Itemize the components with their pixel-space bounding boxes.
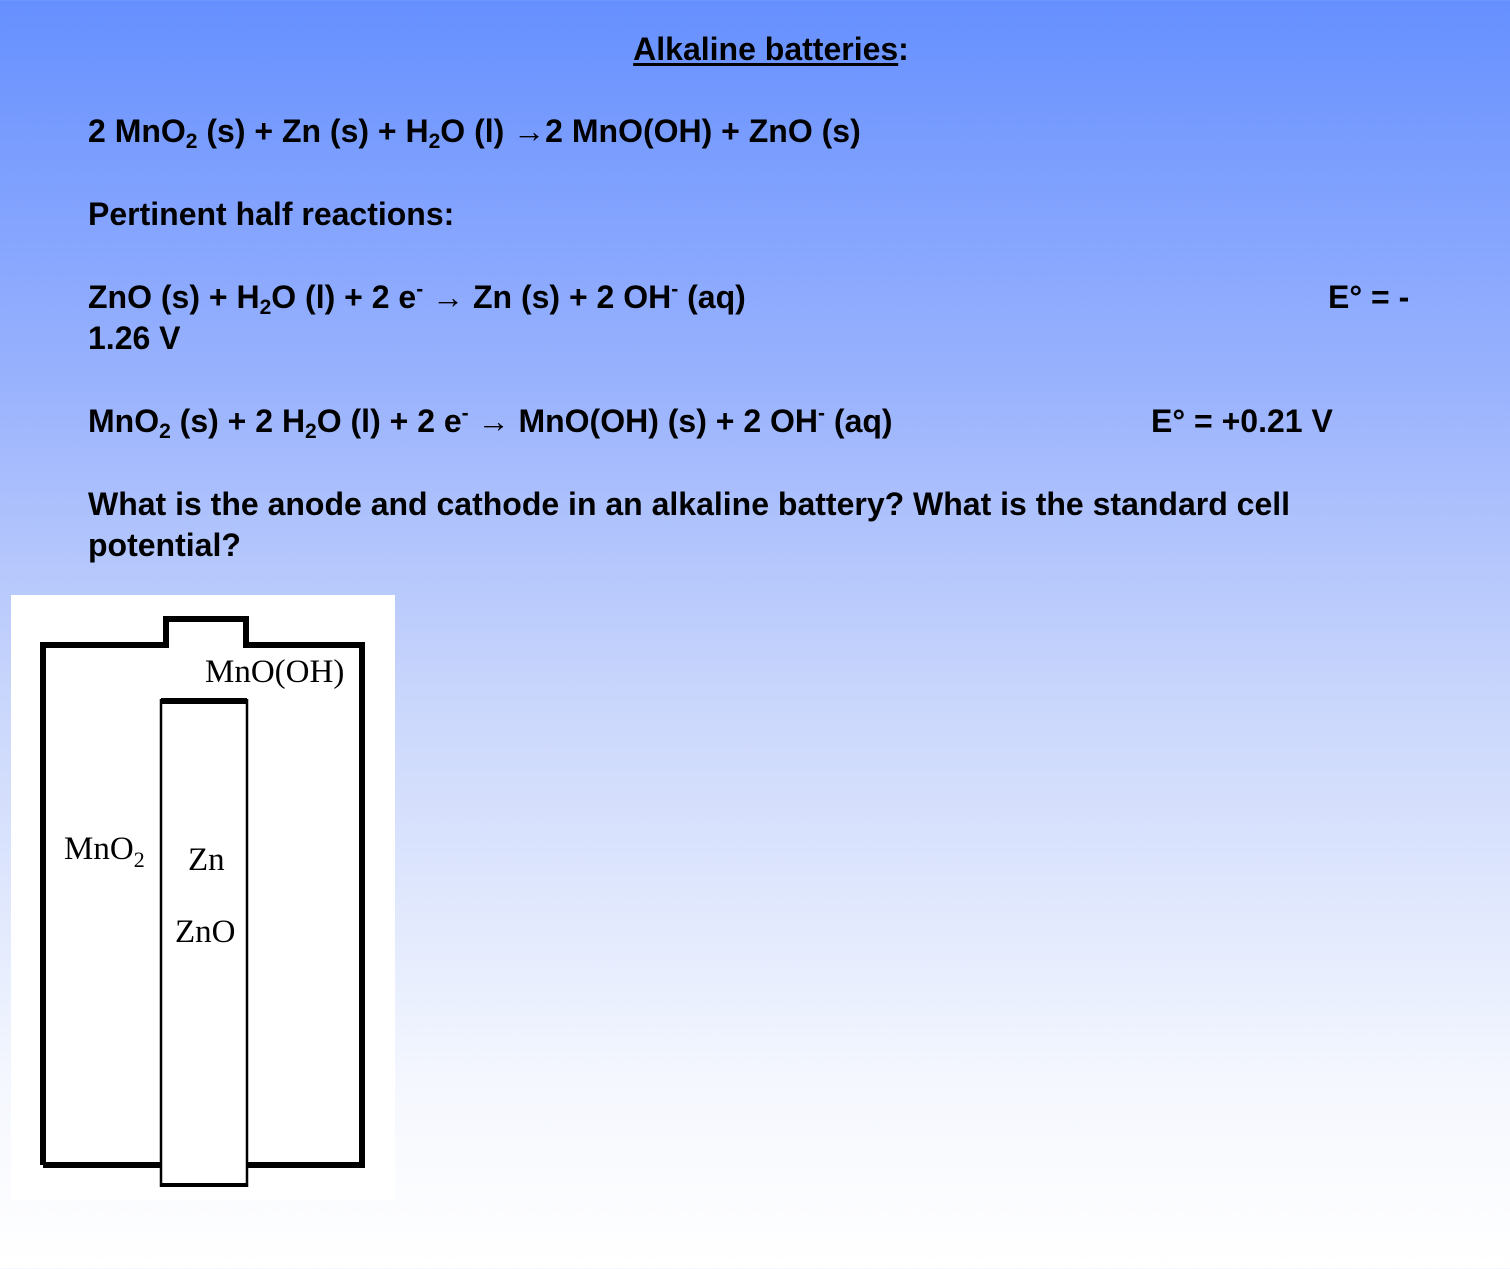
half-reactions-heading: Pertinent half reactions: — [88, 196, 455, 232]
label-zno: ZnO — [175, 914, 236, 950]
half-reaction-manganese-potential: E° = +0.21 V — [1151, 403, 1333, 439]
half-reaction-zinc-potential-value: 1.26 V — [88, 320, 181, 356]
half-reaction-zinc-potential: E° = - — [1328, 279, 1410, 315]
label-mno2: MnO$_2$ — [64, 831, 145, 872]
question-line-1: What is the anode and cathode in an alkaline battery? What is the standard cell — [88, 486, 1291, 522]
label-mnooh: MnO(OH) — [205, 654, 345, 690]
battery-diagram — [11, 595, 395, 1200]
slide-title: Alkaline batteries: — [633, 31, 909, 67]
label-mno2-subscript: 2 — [133, 847, 145, 872]
half-reaction-manganese: MnO$_2$ (s) + 2 $H_2O$ (l) + 2 e- → MnO(OH) (s) + 2 OH- (aq) — [88, 402, 893, 443]
battery-diagram-svg — [11, 595, 395, 1200]
question-line-2: potential? — [88, 527, 241, 563]
half-reaction-zinc: ZnO $(s) + H_2O$ (l) + 2 e- → Zn (s) + 2 OH- (aq) — [88, 278, 746, 319]
overall-reaction: 2 MnO$_2$ (s) + Zn $(s) + H_2O$ (l) →2 MnO(OH) + ZnO (s) — [88, 113, 861, 153]
reaction-arrow: → — [513, 113, 546, 149]
label-zn: Zn — [188, 842, 225, 878]
